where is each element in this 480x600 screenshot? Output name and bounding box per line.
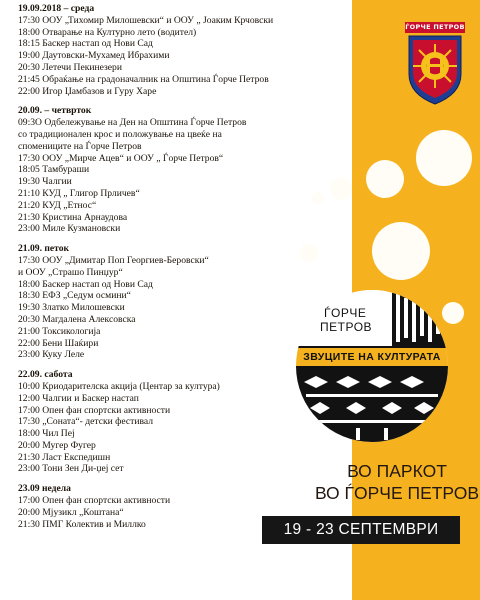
event-line: 17:30 „Соната“- детски фестивал — [18, 416, 154, 428]
event-line: 17:00 Опен фан спортски активности — [18, 495, 171, 507]
decorative-bubble — [372, 222, 430, 280]
event-line: 18:00 Чил Пеј — [18, 428, 75, 440]
event-line: 18:00 Баскер настап од Нови Сад — [18, 278, 153, 290]
event-line: 17:30 ООУ „Димитар Поп Георгиев-Беровски“ — [18, 254, 209, 266]
event-line: 18:05 Тамбураши — [18, 164, 90, 176]
event-line: 21:20 КУД „Етнос“ — [18, 199, 97, 211]
logo-band — [296, 346, 448, 368]
event-line: 17:30 ООУ „Тихомир Милошевски“ и ООУ „ Јоаким Крчовски — [18, 14, 274, 26]
dates-banner: 19 - 23 СЕПТЕМВРИ — [262, 516, 460, 544]
logo-title-line2: ПЕТРОВ — [320, 320, 373, 334]
logo-band-text: ЗВУЦИТЕ НА КУЛТУРАТА — [303, 351, 441, 363]
decorative-bubble — [312, 192, 324, 204]
event-line: и ООУ „Страшо Пинџур“ — [18, 266, 123, 278]
event-line: 22:00 Бени Шаќири — [18, 337, 99, 349]
event-line: 23:00 Миле Кузмановски — [18, 223, 121, 235]
event-line: 22:00 Игор Џамбазов и Гуру Харе — [18, 85, 157, 97]
event-line: 20:00 Мугер Фугер — [18, 439, 96, 451]
event-line: 18:30 ЕФЗ „Седум осмини“ — [18, 290, 131, 302]
festival-logo — [296, 290, 448, 442]
day-title: 23.09 недела — [18, 483, 71, 495]
decorative-bubble — [330, 178, 352, 200]
event-line: 18:00 Отварање на Културно лето (водител) — [18, 26, 197, 38]
event-line: 21:00 Токсикологија — [18, 325, 101, 337]
event-line: 20:30 Магдалена Алексовска — [18, 313, 136, 325]
event-line: 20:30 Летечи Пекинезери — [18, 61, 122, 73]
event-line: 23:00 Тони Зен Ди-џеј сет — [18, 463, 124, 475]
event-line: 23:00 Куку Леле — [18, 349, 85, 361]
logo-title-line1: ЃОРЧЕ — [324, 306, 367, 320]
event-line: 17:00 Опен фан спортски активности — [18, 404, 171, 416]
event-line: 19:30 Чалгии — [18, 176, 72, 188]
event-line: спомениците на Ѓорче Петров — [18, 140, 142, 152]
decorative-bubble — [416, 130, 472, 186]
event-line: 20:00 Мјузикл „Коштана“ — [18, 506, 124, 518]
day-title: 19.09.2018 – среда — [18, 3, 95, 14]
event-line: 09:3О Одбележување на Ден на Општина Ѓорче Петров — [18, 117, 247, 129]
event-line: 19:30 Златко Милошевски — [18, 302, 125, 314]
event-line: 21:30 Ласт Експедишн — [18, 451, 111, 463]
event-line: 21:30 ПМГ Колектив и Миллко — [18, 518, 146, 530]
day-title: 21.09. петок — [18, 243, 70, 255]
event-line: 12:00 Чалгии и Баскер настап — [18, 392, 139, 404]
venue-line-2: ВО ЃОРЧЕ ПЕТРОВ — [314, 483, 480, 503]
day-title: 22.09. сабота — [18, 369, 73, 381]
event-line: 21:30 Кристина Арнаудова — [18, 211, 128, 223]
coat-of-arms-icon — [405, 22, 465, 106]
event-line: 17:30 ООУ „Мирче Ацев“ и ООУ „ Ѓорче Петров“ — [18, 152, 224, 164]
event-line: 10:00 Криодарителска акција (Центар за култура) — [18, 380, 220, 392]
venue-line-1: ВО ПАРКОТ — [347, 461, 447, 481]
event-line: 21:45 Обраќање на градоначалник на Општина Ѓорче Петров — [18, 73, 269, 85]
decorative-bubble — [300, 244, 318, 262]
event-line: 19:00 Даутовски-Мухамед Ибрахими — [18, 50, 170, 62]
event-line: 18:15 Баскер настап од Нови Сад — [18, 38, 153, 50]
day-title: 20.09. – четврток — [18, 105, 92, 117]
event-line: 21:10 КУД „ Глигор Прличев“ — [18, 187, 140, 199]
emblem-label: ЃОРЧЕ ПЕТРОВ — [405, 23, 465, 31]
event-line: со традиционален крос и положување на цвеќе на — [18, 128, 222, 140]
decorative-bubble — [366, 160, 404, 198]
day-block-1 — [18, 3, 352, 97]
day-block-2 — [18, 105, 352, 235]
